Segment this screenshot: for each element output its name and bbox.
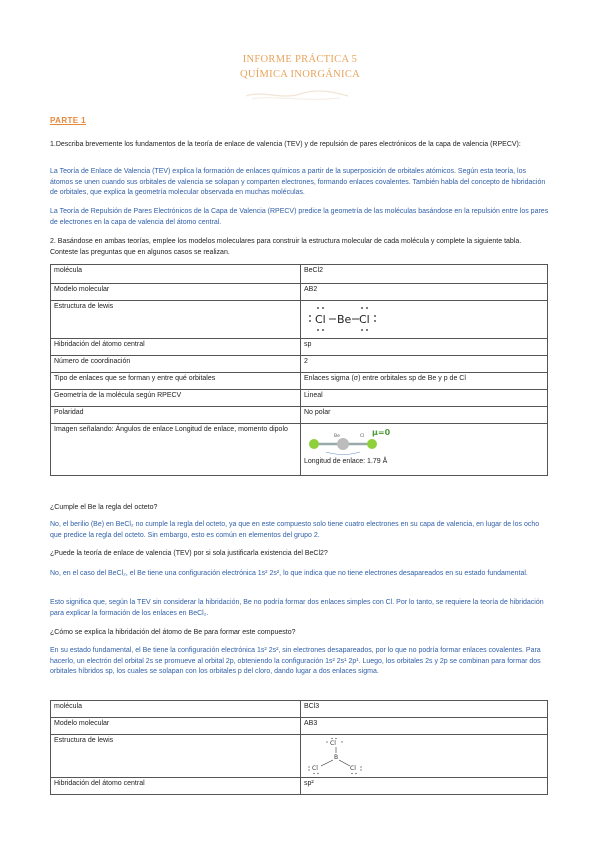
- becl2-table: [50, 264, 548, 476]
- question-hybridization: ¿Cómo se explica la hibridación del átomo de Be para formar este compuesto?: [50, 629, 296, 636]
- table-row: Modelo molecular AB2: [51, 284, 548, 301]
- lewis-atom-cl-right: Cl: [350, 765, 356, 772]
- lewis-structure-bcl3: [301, 735, 548, 778]
- lewis-atom-cl-right: Cl: [359, 313, 370, 326]
- answer-tev-2: Esto significa que, según la TEV sin considerar la hibridación, Be no podría formar dos enlaces simples con Cl. Por lo tanto, se requiere la teoría de hibridación para explicar la formación de los enlaces en BeCl₂.: [50, 599, 544, 617]
- question-octet: ¿Cumple el Be la regla del octeto?: [50, 504, 158, 511]
- table-row: Estructura de lewis Cl B Cl Cl: [51, 735, 548, 778]
- table-row: molécula BeCl2: [51, 265, 548, 284]
- question-2: 2. Basándose en ambas teorías, emplee los modelos moleculares para construir la estructura molecular de cada molécula y complete la siguiente tabla. Conteste las preguntas que en algunos casos se realizan.: [50, 238, 522, 256]
- table-row: Número de coordinación 2: [51, 356, 548, 373]
- table-row: Geometría de la molécula según RPECV Lineal: [51, 390, 548, 407]
- dipole-moment-label: μ=0: [372, 428, 391, 437]
- answer-tev-1: No, en el caso del BeCl₂, el Be tiene una configuración electrónica 1s² 2s², lo que indica que no tiene electrones desapareados en su estado fundamental.: [50, 570, 528, 577]
- becl2-3d-model-image: [304, 426, 399, 458]
- image-label-be: Be: [334, 434, 340, 439]
- table-row: Estructura de lewis Cl Be Cl: [51, 301, 548, 339]
- lewis-atom-cl-top: Cl: [330, 740, 336, 747]
- image-label-cl: Cl: [360, 434, 365, 439]
- table-row: Hibridación del átomo central sp²: [51, 778, 548, 795]
- bcl3-table: [50, 700, 548, 795]
- table-row: Hibridación del átomo central sp: [51, 339, 548, 356]
- answer-hybridization: En su estado fundamental, el Be tiene la configuración electrónica 1s² 2s², sin electrones desapareados, por lo que no podría formar enlaces covalentes. Para hacerlo, un electrón del orbital 2s se promueve al orbital 2p, obteniendo la configuración 1s² 2s¹ 2p¹. Luego, los orbitales 2s y 2p se combinan para formar dos orbitales híbridos sp, los cuales se solapan con los orbitales p del cloro, dando lugar a dos enlaces sigma.: [50, 647, 541, 675]
- report-title-line2: QUÍMICA INORGÁNICA: [239, 69, 361, 80]
- table-row: Modelo molecular AB3: [51, 718, 548, 735]
- answer-rpecv: La Teoría de Repulsión de Pares Electrónicos de la Capa de Valencia (RPECV) predice la geometría de las moléculas basándose en la repulsión entre los pares de electrones en la capa de valencia del átomo central.: [50, 208, 549, 226]
- lewis-atom-b: B: [334, 754, 339, 761]
- answer-octet: No, el berilio (Be) en BeCl₂ no cumple la regla del octeto, ya que en este compuesto solo tiene cuatro electrones en su capa de valencia, en lugar de los ocho que predice la regla del octeto. Sin embargo, esto es común en elementos del grupo 2.: [50, 521, 540, 539]
- table-row: molécula BCl3: [51, 701, 548, 718]
- lewis-atom-be: Be: [337, 313, 352, 326]
- title-decoration-scribble: [242, 86, 352, 104]
- lewis-structure-becl2: [301, 301, 548, 339]
- section-heading-part1: PARTE 1: [50, 116, 86, 125]
- bond-length-label: Longitud de enlace: 1.79 Å: [304, 458, 388, 465]
- lewis-atom-cl-left: Cl: [315, 313, 326, 326]
- table-row: Tipo de enlaces que se forman y entre qué orbitales Enlaces sigma (σ) entre orbitales sp de Be y p de Cl: [51, 373, 548, 390]
- lewis-atom-cl-left: Cl: [312, 765, 318, 772]
- report-title-line1: INFORME PRÁCTICA 5: [242, 54, 358, 65]
- molecule-image-cell: [301, 424, 548, 476]
- answer-tev: La Teoría de Enlace de Valencia (TEV) explica la formación de enlaces químicos a partir de la superposición de orbitales atómicos. Según esta teoría, los átomos se unen cuando sus orbitales de valencia se solapan y comparten electrones, formando enlaces covalentes. También habla del concepto de hibridación de orbitales, que explica la geometría molecular observada en muchas moléculas.: [50, 168, 546, 196]
- table-row: Polaridad No polar: [51, 407, 548, 424]
- question-1: 1.Describa brevemente los fundamentos de la teoría de enlace de valencia (TEV) y de repulsión de pares electrónicos de la capa de valencia (RPECV):: [50, 141, 521, 148]
- table-row: Imagen señalando: Ángulos de enlace Longitud de enlace, momento dipolo Be Cl μ=0 Longitud de enlace: 1.79 Å: [51, 424, 548, 476]
- question-tev: ¿Puede la teoría de enlace de valencia (TEV) por si sola justificarla existencia del BeCl2?: [50, 550, 328, 557]
